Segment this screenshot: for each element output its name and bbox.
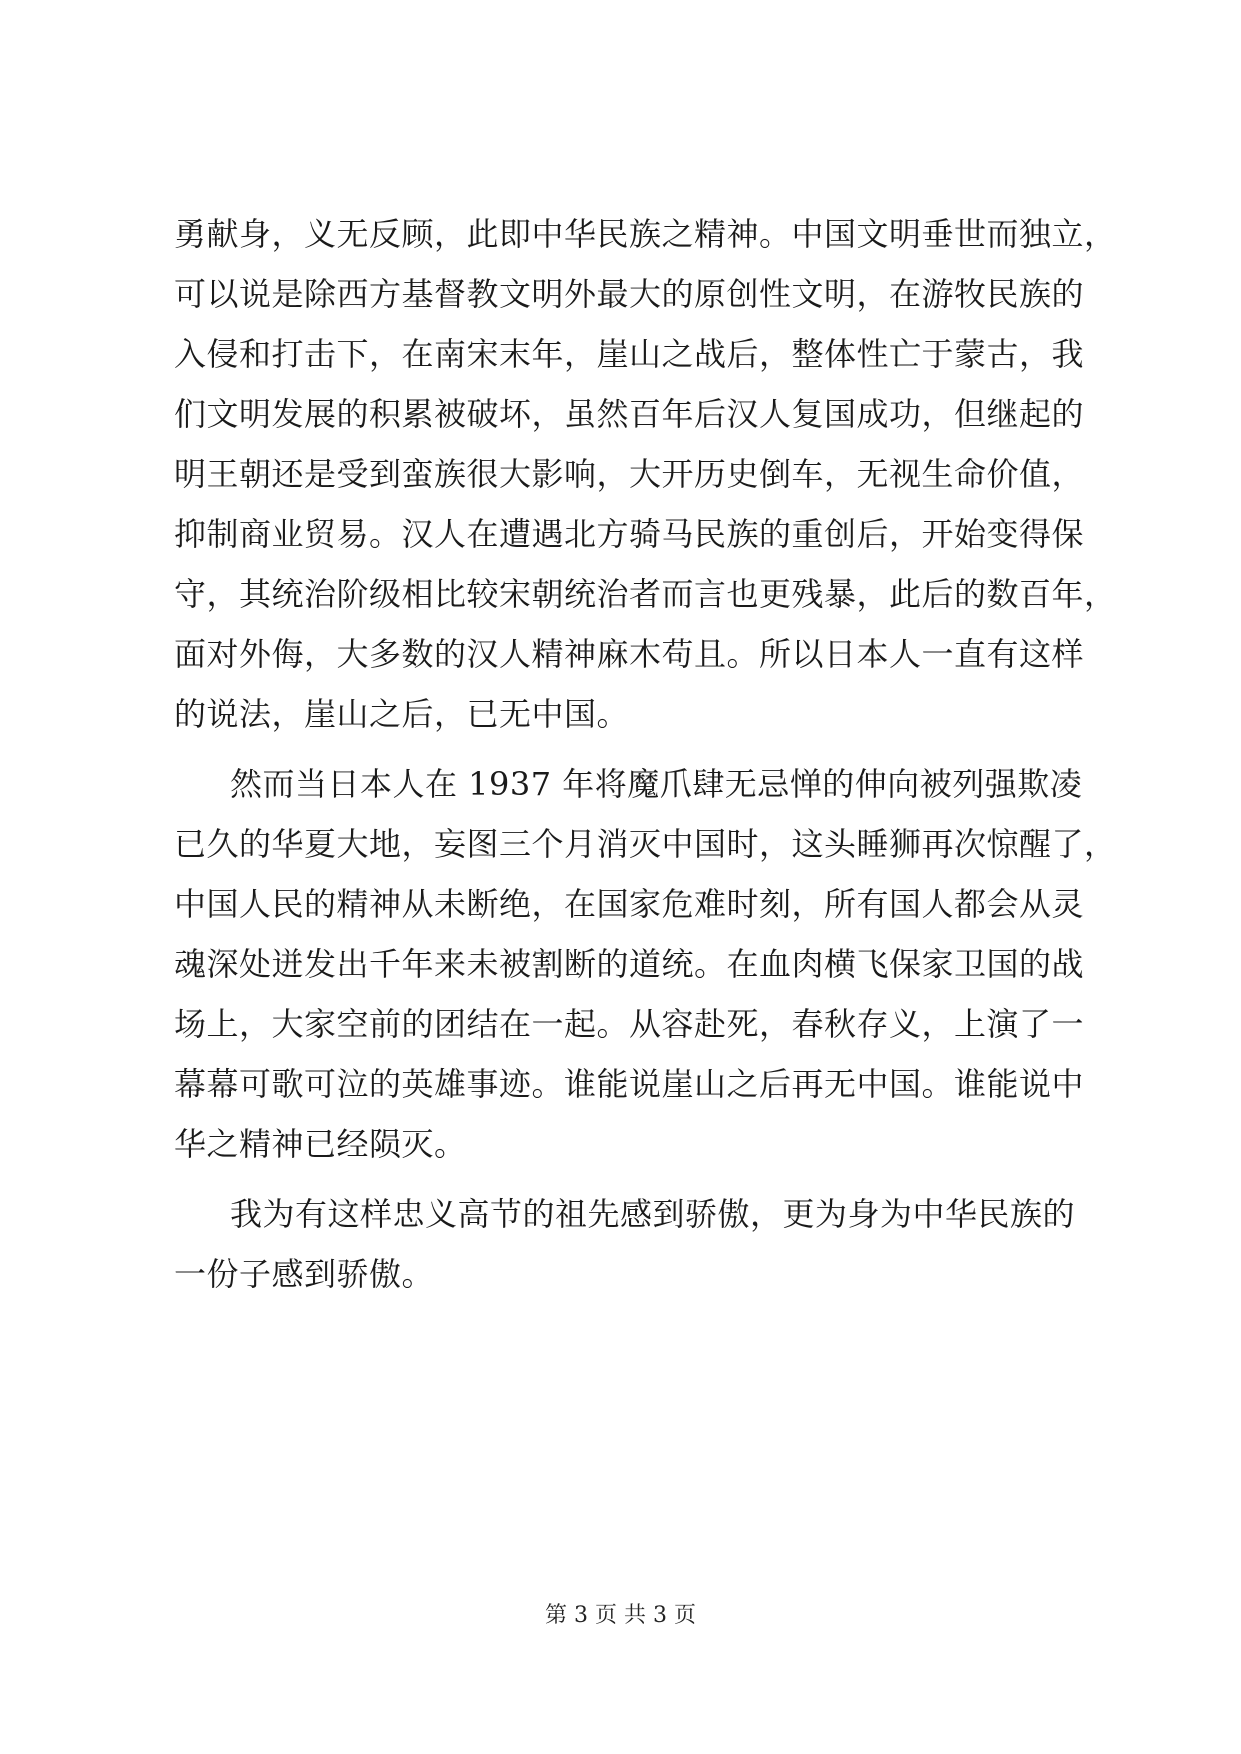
paragraph-1-line-5: 明王朝还是受到蛮族很大影响，大开历史倒车，无视生命价值， — [174, 455, 1085, 493]
paragraph-2-line-1: 然而当日本人在 1937 年将魔爪肆无忌惮的伸向被列强欺凌 — [230, 765, 1083, 803]
paragraph-2-line-3: 中国人民的精神从未断绝，在国家危难时刻，所有国人都会从灵 — [174, 885, 1085, 923]
paragraph-2-line-4: 魂深处迸发出千年来未被割断的道统。在血肉横飞保家卫国的战 — [174, 945, 1085, 983]
paragraph-2-line-2: 已久的华夏大地，妄图三个月消灭中国时，这头睡狮再次惊醒了， — [174, 825, 1117, 863]
paragraph-2-line-6: 幕幕可歌可泣的英雄事迹。谁能说崖山之后再无中国。谁能说中 — [174, 1065, 1085, 1103]
paragraph-2-line-7: 华之精神已经陨灭。 — [174, 1125, 467, 1163]
paragraph-2-line-5: 场上，大家空前的团结在一起。从容赴死，春秋存义，上演了一 — [174, 1005, 1085, 1043]
paragraph-1-line-3: 入侵和打击下，在南宋末年，崖山之战后，整体性亡于蒙古，我 — [174, 335, 1085, 373]
paragraph-1-line-9: 的说法，崖山之后，已无中国。 — [174, 695, 630, 733]
page-number-footer: 第 3 页 共 3 页 — [545, 1603, 696, 1628]
paragraph-1-line-4: 们文明发展的积累被破坏，虽然百年后汉人复国成功，但继起的 — [174, 395, 1085, 433]
paragraph-1-line-2: 可以说是除西方基督教文明外最大的原创性文明，在游牧民族的 — [174, 275, 1085, 313]
paragraph-1-line-6: 抑制商业贸易。汉人在遭遇北方骑马民族的重创后，开始变得保 — [174, 515, 1085, 553]
paragraph-1-line-8: 面对外侮，大多数的汉人精神麻木苟且。所以日本人一直有这样 — [174, 635, 1085, 673]
paragraph-3-line-2: 一份子感到骄傲。 — [174, 1255, 435, 1293]
paragraph-1-line-7: 守，其统治阶级相比较宋朝统治者而言也更残暴，此后的数百年， — [174, 575, 1117, 613]
paragraph-1-line-1: 勇献身，义无反顾，此即中华民族之精神。中国文明垂世而独立， — [174, 215, 1117, 253]
paragraph-3-line-1: 我为有这样忠义高节的祖先感到骄傲，更为身为中华民族的 — [230, 1195, 1076, 1233]
